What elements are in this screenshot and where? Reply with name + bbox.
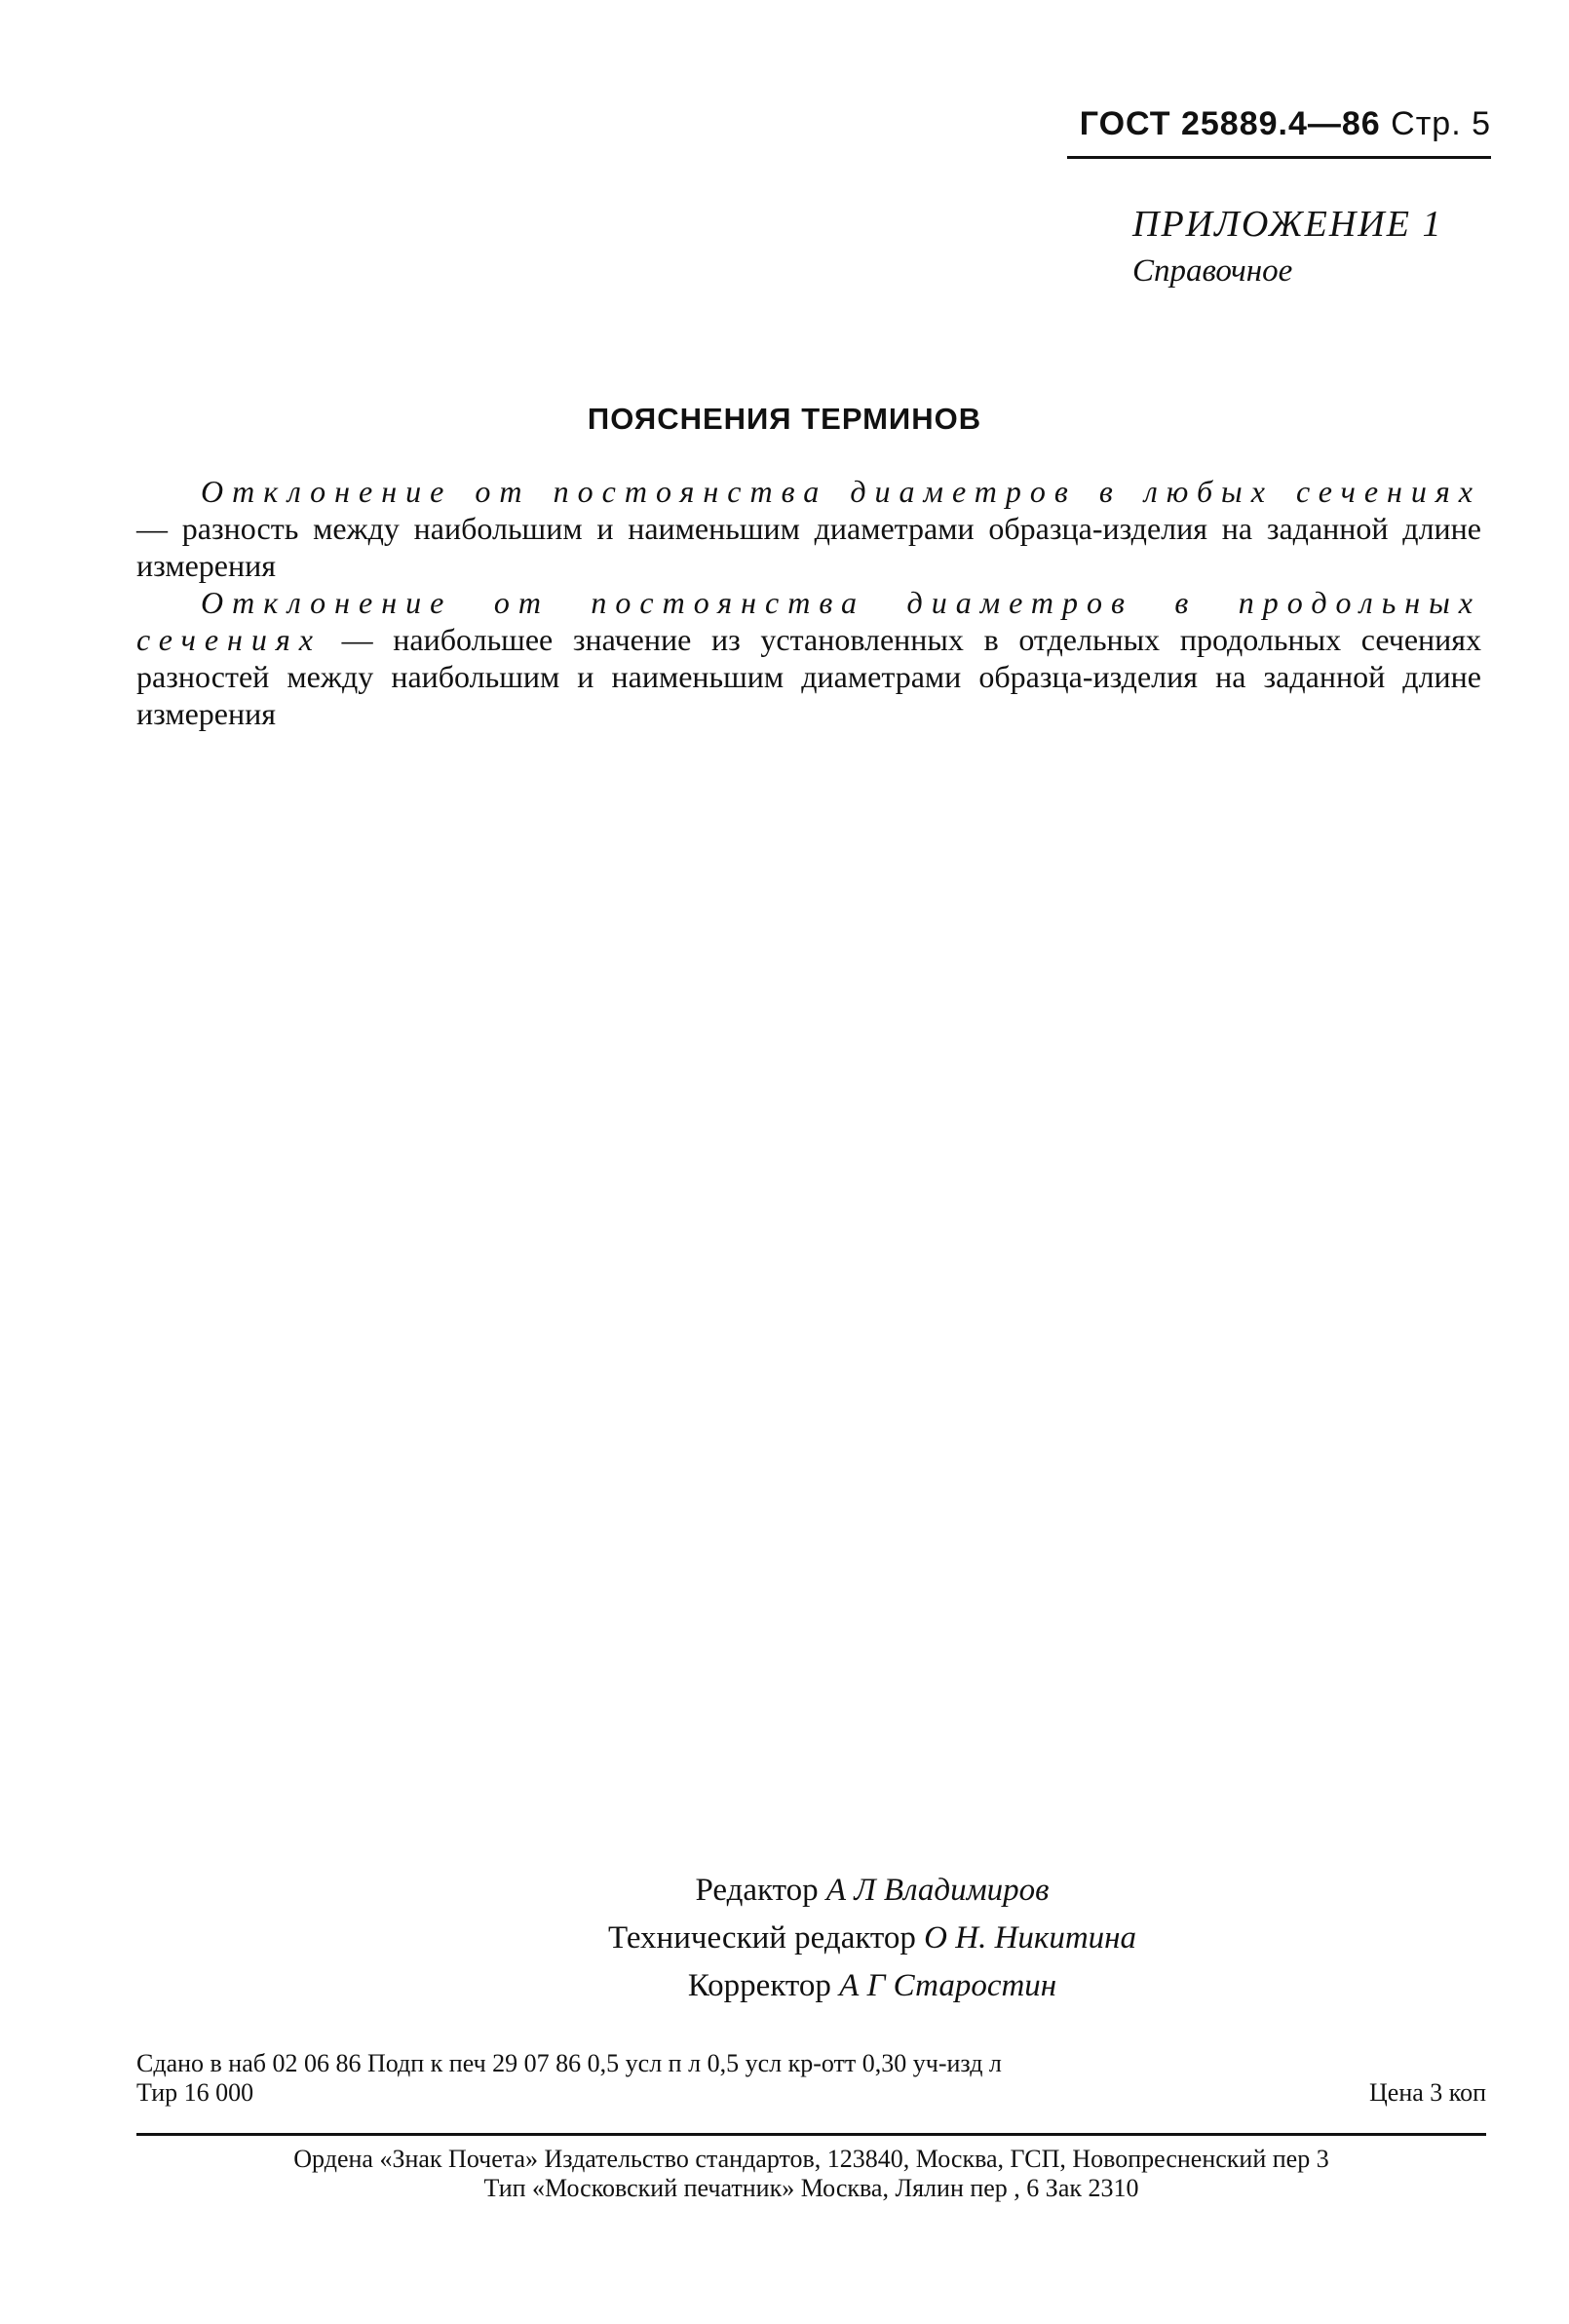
definitions-body [136, 473, 1481, 732]
imprint-rule [136, 2133, 1486, 2136]
printer-line: Тип «Московский печатник» Москва, Лялин пер , 6 Зак 2310 [483, 2174, 1139, 2202]
credit-role: Редактор [695, 1873, 819, 1908]
definition-text: — наибольшее значение из установленных в отдельных продольных сечениях разностей между наибольшим и наименьшим диаметрами образца-изделия на заданной длине измерения [136, 622, 1481, 731]
imprint-block [136, 2049, 1486, 2108]
credit-name: О Н. Никитина [924, 1920, 1137, 1956]
appendix-type: Справочное [1132, 253, 1293, 289]
definition-item [136, 473, 1481, 584]
document-number: ГОСТ 25889.4—86 [1079, 105, 1381, 142]
header-rule [1067, 156, 1491, 159]
imprint-print-data: Сдано в наб 02 06 86 Подп к печ 29 07 86 0,5 усл п л 0,5 усл кр-отт 0,30 уч-изд л [136, 2049, 1002, 2077]
page-header [1080, 105, 1491, 143]
credit-name: А Г Старостин [839, 1968, 1057, 2003]
credit-editor [0, 1867, 1569, 1915]
definition-term: Отклонение от постоянства диаметров в продольных сечениях [136, 585, 1481, 657]
credit-role: Технический редактор [607, 1920, 916, 1956]
definition-term: Отклонение от постоянства диаметров в любых сечениях [201, 474, 1481, 509]
definition-item [136, 584, 1481, 732]
imprint-circulation: Тир 16 000 [136, 2078, 254, 2107]
definition-text: — разность между наибольшим и наименьшим диаметрами образца-изделия на заданной длине измерения [136, 511, 1481, 583]
imprint-line-2 [136, 2078, 1486, 2108]
publisher-block [136, 2145, 1486, 2203]
section-title: ПОЯСНЕНИЯ ТЕРМИНОВ [587, 402, 982, 436]
page-number: Стр. 5 [1391, 105, 1491, 142]
credit-corrector [0, 1962, 1569, 2010]
credit-role: Корректор [687, 1968, 831, 2003]
imprint-price: Цена 3 коп [1369, 2078, 1486, 2107]
credits-block [0, 1867, 1569, 2010]
credit-name: А Л Владимиров [825, 1873, 1050, 1908]
credit-technical-editor [0, 1915, 1569, 1962]
appendix-label: ПРИЛОЖЕНИЕ 1 [1132, 204, 1443, 245]
publisher-line: Ордена «Знак Почета» Издательство стандартов, 123840, Москва, ГСП, Новопресненский пер 3 [293, 2145, 1329, 2173]
